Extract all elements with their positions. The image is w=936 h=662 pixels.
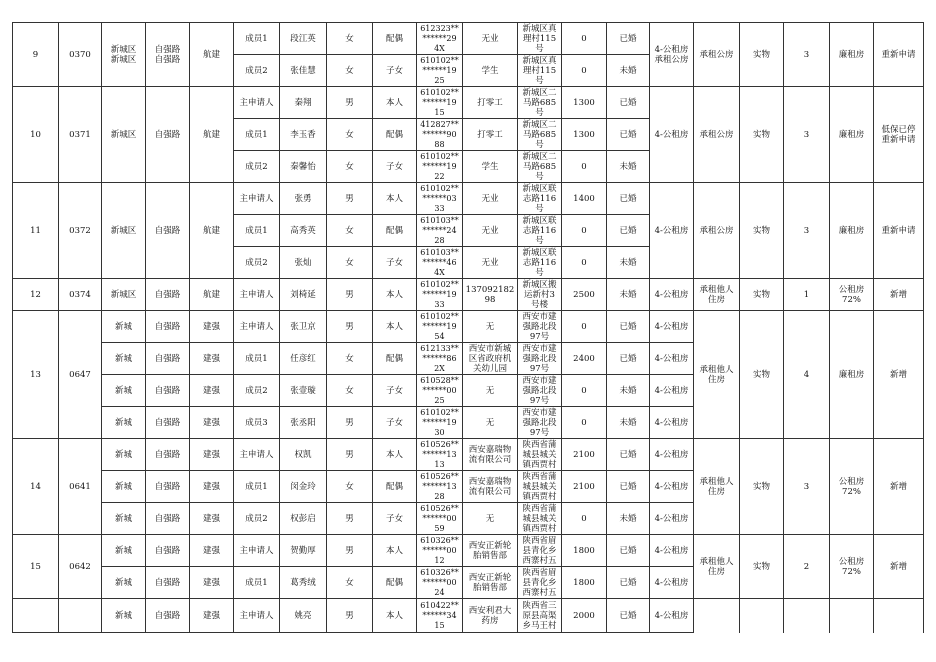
current-housing-cell: 承租他人 住房	[694, 311, 740, 439]
name-cell: 张佳慧	[280, 55, 327, 87]
id-number-cell: 610422** ******34 15	[417, 599, 463, 633]
group-number-cell: 14	[13, 439, 59, 535]
income-cell: 0	[562, 503, 607, 535]
id-number-cell: 612323** ******29 4X	[417, 23, 463, 55]
allocation-plan-cell: 廉租房	[830, 311, 874, 439]
role-cell: 成员2	[234, 151, 280, 183]
relation-cell: 配偶	[373, 215, 417, 247]
address-cell: 新城区搬 运新村3 号楼	[518, 279, 562, 311]
address-cell: 陕西省眉 县青化乡 西寨村五	[518, 535, 562, 567]
street-cell: 建强	[190, 439, 234, 471]
street-cell: 航建	[190, 87, 234, 183]
marital-cell: 未婚	[607, 247, 650, 279]
current-housing-cell	[694, 599, 740, 633]
subsidy-form-cell: 实物	[740, 279, 784, 311]
workplace-cell: 西安利君大 药房	[463, 599, 518, 633]
workplace-cell: 无业	[463, 183, 518, 215]
relation-cell: 本人	[373, 439, 417, 471]
current-housing-cell: 承租公房	[694, 23, 740, 87]
marital-cell: 未婚	[607, 55, 650, 87]
housing-type-cell: 4-公租房	[650, 279, 694, 311]
remark-cell: 新增	[874, 311, 924, 439]
group-code-cell: 0371	[59, 87, 102, 183]
role-cell: 主申请人	[234, 439, 280, 471]
allocation-plan-cell: 廉租房	[830, 87, 874, 183]
allocation-plan-cell: 廉租房	[830, 183, 874, 279]
address-cell: 西安市建 强路北段 97号	[518, 343, 562, 375]
address-cell: 西安市建 强路北段 97号	[518, 311, 562, 343]
group-code-cell: 0647	[59, 311, 102, 439]
sex-cell: 女	[327, 375, 373, 407]
id-number-cell: 610103** ******24 28	[417, 215, 463, 247]
district-cell: 新城	[102, 311, 146, 343]
district-cell: 新城区	[102, 279, 146, 311]
income-cell: 1300	[562, 87, 607, 119]
address-cell: 陕西省蒲 城县城关 镇西贾村	[518, 503, 562, 535]
group-number-cell: 10	[13, 87, 59, 183]
remark-cell: 重新申请	[874, 23, 924, 87]
marital-cell: 已婚	[607, 311, 650, 343]
district-cell: 新城	[102, 407, 146, 439]
relation-cell: 本人	[373, 279, 417, 311]
group-code-cell: 0372	[59, 183, 102, 279]
remark-cell	[874, 599, 924, 633]
sex-cell: 男	[327, 599, 373, 633]
id-number-cell: 610102** ******19 54	[417, 311, 463, 343]
household-count-cell: 3	[784, 439, 830, 535]
workplace-cell: 打零工	[463, 119, 518, 151]
income-cell: 1800	[562, 567, 607, 599]
role-cell: 成员1	[234, 119, 280, 151]
group-number-cell: 9	[13, 23, 59, 87]
marital-cell: 已婚	[607, 535, 650, 567]
group-code-cell	[59, 599, 102, 633]
workplace-cell: 无	[463, 407, 518, 439]
group-code-cell: 0642	[59, 535, 102, 599]
sex-cell: 男	[327, 407, 373, 439]
road-cell: 自强路	[146, 599, 190, 633]
workplace-cell: 西安正新轮 胎销售部	[463, 567, 518, 599]
relation-cell: 本人	[373, 599, 417, 633]
name-cell: 秦馨怡	[280, 151, 327, 183]
sex-cell: 女	[327, 23, 373, 55]
sex-cell: 女	[327, 247, 373, 279]
marital-cell: 未婚	[607, 279, 650, 311]
subsidy-form-cell: 实物	[740, 439, 784, 535]
current-housing-cell: 承租他人 住房	[694, 279, 740, 311]
address-cell: 陕西省三 原县高渠 乡马王村	[518, 599, 562, 633]
marital-cell: 已婚	[607, 87, 650, 119]
name-cell: 贺勤厚	[280, 535, 327, 567]
name-cell: 权凯	[280, 439, 327, 471]
street-cell: 建强	[190, 375, 234, 407]
table-row	[13, 23, 924, 55]
id-number-cell: 412827** ******90 88	[417, 119, 463, 151]
relation-cell: 配偶	[373, 567, 417, 599]
role-cell: 主申请人	[234, 87, 280, 119]
street-cell: 建强	[190, 567, 234, 599]
housing-type-cell: 4-公租房	[650, 343, 694, 375]
name-cell: 李玉香	[280, 119, 327, 151]
sex-cell: 男	[327, 535, 373, 567]
income-cell: 0	[562, 375, 607, 407]
table-row	[13, 311, 924, 343]
street-cell: 航建	[190, 183, 234, 279]
street-cell: 建强	[190, 471, 234, 503]
marital-cell: 已婚	[607, 439, 650, 471]
sex-cell: 男	[327, 503, 373, 535]
group-number-cell: 13	[13, 311, 59, 439]
household-count-cell: 4	[784, 311, 830, 439]
relation-cell: 子女	[373, 407, 417, 439]
id-number-cell: 610526** ******13 13	[417, 439, 463, 471]
district-cell: 新城	[102, 503, 146, 535]
district-cell: 新城	[102, 343, 146, 375]
relation-cell: 本人	[373, 183, 417, 215]
group-number-cell: 15	[13, 535, 59, 599]
id-number-cell: 610326** ******00 12	[417, 535, 463, 567]
id-number-cell: 610102** ******03 33	[417, 183, 463, 215]
relation-cell: 子女	[373, 375, 417, 407]
name-cell: 姚亮	[280, 599, 327, 633]
current-housing-cell: 承租公房	[694, 87, 740, 183]
income-cell: 0	[562, 311, 607, 343]
road-cell: 自强路	[146, 535, 190, 567]
workplace-cell: 西安嘉瑞物 流有限公司	[463, 471, 518, 503]
marital-cell: 未婚	[607, 375, 650, 407]
housing-type-cell: 4-公租房	[650, 375, 694, 407]
address-cell: 新城区真 理村115 号	[518, 55, 562, 87]
street-cell: 建强	[190, 311, 234, 343]
road-cell: 自强路	[146, 567, 190, 599]
income-cell: 2500	[562, 279, 607, 311]
allocation-plan-cell	[830, 599, 874, 633]
household-count-cell: 2	[784, 535, 830, 599]
table-row	[13, 599, 924, 633]
id-number-cell: 610102** ******19 22	[417, 151, 463, 183]
address-cell: 西安市建 强路北段 97号	[518, 407, 562, 439]
address-cell: 新城区联 志路116 号	[518, 183, 562, 215]
sex-cell: 男	[327, 87, 373, 119]
sex-cell: 女	[327, 151, 373, 183]
workplace-cell: 无	[463, 311, 518, 343]
workplace-cell: 西安嘉瑞物 流有限公司	[463, 439, 518, 471]
table-row	[13, 279, 924, 311]
role-cell: 成员2	[234, 503, 280, 535]
street-cell: 航建	[190, 23, 234, 87]
income-cell: 2000	[562, 599, 607, 633]
roster-table	[12, 22, 924, 633]
name-cell: 张卫京	[280, 311, 327, 343]
address-cell: 陕西省蒲 城县城关 镇西贾村	[518, 439, 562, 471]
role-cell: 成员1	[234, 471, 280, 503]
relation-cell: 子女	[373, 503, 417, 535]
group-code-cell: 0374	[59, 279, 102, 311]
role-cell: 成员1	[234, 567, 280, 599]
name-cell: 任彦红	[280, 343, 327, 375]
group-number-cell	[13, 599, 59, 633]
district-cell: 新城	[102, 439, 146, 471]
street-cell: 建强	[190, 407, 234, 439]
role-cell: 主申请人	[234, 183, 280, 215]
relation-cell: 子女	[373, 247, 417, 279]
id-number-cell: 612133** ******86 2X	[417, 343, 463, 375]
income-cell: 0	[562, 215, 607, 247]
relation-cell: 配偶	[373, 471, 417, 503]
road-cell: 自强路	[146, 471, 190, 503]
id-number-cell: 610102** ******19 15	[417, 87, 463, 119]
name-cell: 张丞阳	[280, 407, 327, 439]
name-cell: 刘椅延	[280, 279, 327, 311]
address-cell: 新城区二 马路685 号	[518, 119, 562, 151]
table-body	[13, 23, 924, 633]
role-cell: 主申请人	[234, 311, 280, 343]
workplace-cell: 学生	[463, 55, 518, 87]
address-cell: 西安市建 强路北段 97号	[518, 375, 562, 407]
current-housing-cell: 承租公房	[694, 183, 740, 279]
sex-cell: 女	[327, 119, 373, 151]
housing-type-cell: 4-公租房	[650, 535, 694, 567]
road-cell: 自强路	[146, 311, 190, 343]
household-count-cell: 1	[784, 279, 830, 311]
marital-cell: 已婚	[607, 599, 650, 633]
sex-cell: 女	[327, 343, 373, 375]
group-number-cell: 12	[13, 279, 59, 311]
income-cell: 0	[562, 247, 607, 279]
group-code-cell: 0370	[59, 23, 102, 87]
role-cell: 成员1	[234, 23, 280, 55]
district-cell: 新城区	[102, 183, 146, 279]
street-cell: 建强	[190, 503, 234, 535]
allocation-plan-cell: 公租房 72%	[830, 535, 874, 599]
current-housing-cell: 承租他人 住房	[694, 439, 740, 535]
income-cell: 0	[562, 55, 607, 87]
id-number-cell: 610103** ******46 4X	[417, 247, 463, 279]
allocation-plan-cell: 廉租房	[830, 23, 874, 87]
workplace-cell: 13709218298	[463, 279, 518, 311]
role-cell: 成员1	[234, 215, 280, 247]
role-cell: 主申请人	[234, 535, 280, 567]
housing-type-cell: 4-公租房	[650, 407, 694, 439]
name-cell: 张灿	[280, 247, 327, 279]
road-cell: 自强路 自强路	[146, 23, 190, 87]
income-cell: 1800	[562, 535, 607, 567]
name-cell: 权彭启	[280, 503, 327, 535]
district-cell: 新城	[102, 567, 146, 599]
relation-cell: 配偶	[373, 343, 417, 375]
address-cell: 新城区真 理村115 号	[518, 23, 562, 55]
road-cell: 自强路	[146, 279, 190, 311]
id-number-cell: 610528** ******00 25	[417, 375, 463, 407]
subsidy-form-cell: 实物	[740, 183, 784, 279]
marital-cell: 已婚	[607, 119, 650, 151]
district-cell: 新城	[102, 535, 146, 567]
workplace-cell: 无业	[463, 247, 518, 279]
income-cell: 2400	[562, 343, 607, 375]
housing-type-cell: 4-公租房	[650, 599, 694, 633]
housing-type-cell: 4-公租房	[650, 439, 694, 471]
income-cell: 2100	[562, 471, 607, 503]
income-cell: 0	[562, 23, 607, 55]
housing-type-cell: 4-公租房	[650, 567, 694, 599]
housing-type-cell: 4-公租房	[650, 183, 694, 279]
road-cell: 自强路	[146, 87, 190, 183]
name-cell: 高秀英	[280, 215, 327, 247]
subsidy-form-cell: 实物	[740, 535, 784, 599]
road-cell: 自强路	[146, 375, 190, 407]
id-number-cell: 610102** ******19 25	[417, 55, 463, 87]
role-cell: 成员2	[234, 247, 280, 279]
address-cell: 新城区联 志路116 号	[518, 215, 562, 247]
id-number-cell: 610102** ******19 30	[417, 407, 463, 439]
address-cell: 陕西省眉 县青化乡 西寨村五	[518, 567, 562, 599]
sex-cell: 男	[327, 183, 373, 215]
road-cell: 自强路	[146, 439, 190, 471]
subsidy-form-cell: 实物	[740, 311, 784, 439]
name-cell: 张勇	[280, 183, 327, 215]
marital-cell: 已婚	[607, 23, 650, 55]
name-cell: 秦翔	[280, 87, 327, 119]
income-cell: 0	[562, 151, 607, 183]
sex-cell: 男	[327, 279, 373, 311]
household-count-cell: 3	[784, 23, 830, 87]
street-cell: 航建	[190, 279, 234, 311]
name-cell: 葛秀绒	[280, 567, 327, 599]
household-count-cell: 3	[784, 87, 830, 183]
id-number-cell: 610526** ******00 59	[417, 503, 463, 535]
income-cell: 0	[562, 407, 607, 439]
workplace-cell: 无	[463, 503, 518, 535]
allocation-plan-cell: 公租房 72%	[830, 279, 874, 311]
income-cell: 2100	[562, 439, 607, 471]
relation-cell: 子女	[373, 55, 417, 87]
workplace-cell: 无	[463, 375, 518, 407]
allocation-plan-cell: 公租房 72%	[830, 439, 874, 535]
sex-cell: 女	[327, 55, 373, 87]
table-row	[13, 535, 924, 567]
housing-type-cell: 4-公租房	[650, 471, 694, 503]
workplace-cell: 无业	[463, 215, 518, 247]
district-cell: 新城区	[102, 87, 146, 183]
district-cell: 新城	[102, 375, 146, 407]
road-cell: 自强路	[146, 407, 190, 439]
workplace-cell: 西安市新城 区省政府机 关幼儿园	[463, 343, 518, 375]
sex-cell: 女	[327, 567, 373, 599]
subsidy-form-cell: 实物	[740, 87, 784, 183]
address-cell: 新城区联 志路116 号	[518, 247, 562, 279]
current-housing-cell: 承租他人 住房	[694, 535, 740, 599]
role-cell: 成员2	[234, 55, 280, 87]
table-row	[13, 183, 924, 215]
street-cell: 建强	[190, 343, 234, 375]
marital-cell: 已婚	[607, 567, 650, 599]
address-cell: 新城区二 马路685 号	[518, 151, 562, 183]
relation-cell: 子女	[373, 151, 417, 183]
address-cell: 新城区二 马路685 号	[518, 87, 562, 119]
street-cell: 建强	[190, 599, 234, 633]
id-number-cell: 610326** ******00 24	[417, 567, 463, 599]
workplace-cell: 无业	[463, 23, 518, 55]
name-cell: 张壹璇	[280, 375, 327, 407]
table-row	[13, 87, 924, 119]
marital-cell: 未婚	[607, 503, 650, 535]
name-cell: 段江英	[280, 23, 327, 55]
relation-cell: 本人	[373, 535, 417, 567]
role-cell: 成员2	[234, 375, 280, 407]
sex-cell: 女	[327, 215, 373, 247]
housing-type-cell: 4-公租房	[650, 503, 694, 535]
sex-cell: 男	[327, 311, 373, 343]
workplace-cell: 学生	[463, 151, 518, 183]
group-number-cell: 11	[13, 183, 59, 279]
workplace-cell: 打零工	[463, 87, 518, 119]
relation-cell: 本人	[373, 311, 417, 343]
marital-cell: 已婚	[607, 215, 650, 247]
road-cell: 自强路	[146, 183, 190, 279]
household-count-cell: 3	[784, 183, 830, 279]
name-cell: 闵金玲	[280, 471, 327, 503]
district-cell: 新城	[102, 471, 146, 503]
role-cell: 主申请人	[234, 279, 280, 311]
housing-type-cell: 4-公租房	[650, 87, 694, 183]
marital-cell: 已婚	[607, 183, 650, 215]
marital-cell: 未婚	[607, 407, 650, 439]
remark-cell: 新增	[874, 279, 924, 311]
remark-cell: 重新申请	[874, 183, 924, 279]
income-cell: 1400	[562, 183, 607, 215]
road-cell: 自强路	[146, 503, 190, 535]
road-cell: 自强路	[146, 343, 190, 375]
subsidy-form-cell: 实物	[740, 23, 784, 87]
remark-cell: 低保已停 重新申请	[874, 87, 924, 183]
housing-type-cell: 4-公租房 承租公房	[650, 23, 694, 87]
household-count-cell	[784, 599, 830, 633]
street-cell: 建强	[190, 535, 234, 567]
district-cell: 新城	[102, 599, 146, 633]
relation-cell: 配偶	[373, 119, 417, 151]
relation-cell: 本人	[373, 87, 417, 119]
district-cell: 新城区 新城区	[102, 23, 146, 87]
subsidy-form-cell	[740, 599, 784, 633]
income-cell: 1300	[562, 119, 607, 151]
relation-cell: 配偶	[373, 23, 417, 55]
role-cell: 主申请人	[234, 599, 280, 633]
role-cell: 成员3	[234, 407, 280, 439]
group-code-cell: 0641	[59, 439, 102, 535]
marital-cell: 已婚	[607, 343, 650, 375]
marital-cell: 未婚	[607, 151, 650, 183]
id-number-cell: 610526** ******13 28	[417, 471, 463, 503]
housing-type-cell: 4-公租房	[650, 311, 694, 343]
sex-cell: 男	[327, 439, 373, 471]
role-cell: 成员1	[234, 343, 280, 375]
workplace-cell: 西安正新轮 胎销售部	[463, 535, 518, 567]
table-row	[13, 439, 924, 471]
sex-cell: 女	[327, 471, 373, 503]
address-cell: 陕西省蒲 城县城关 镇西贾村	[518, 471, 562, 503]
marital-cell: 已婚	[607, 471, 650, 503]
remark-cell: 新增	[874, 439, 924, 535]
id-number-cell: 610102** ******19 33	[417, 279, 463, 311]
remark-cell: 新增	[874, 535, 924, 599]
